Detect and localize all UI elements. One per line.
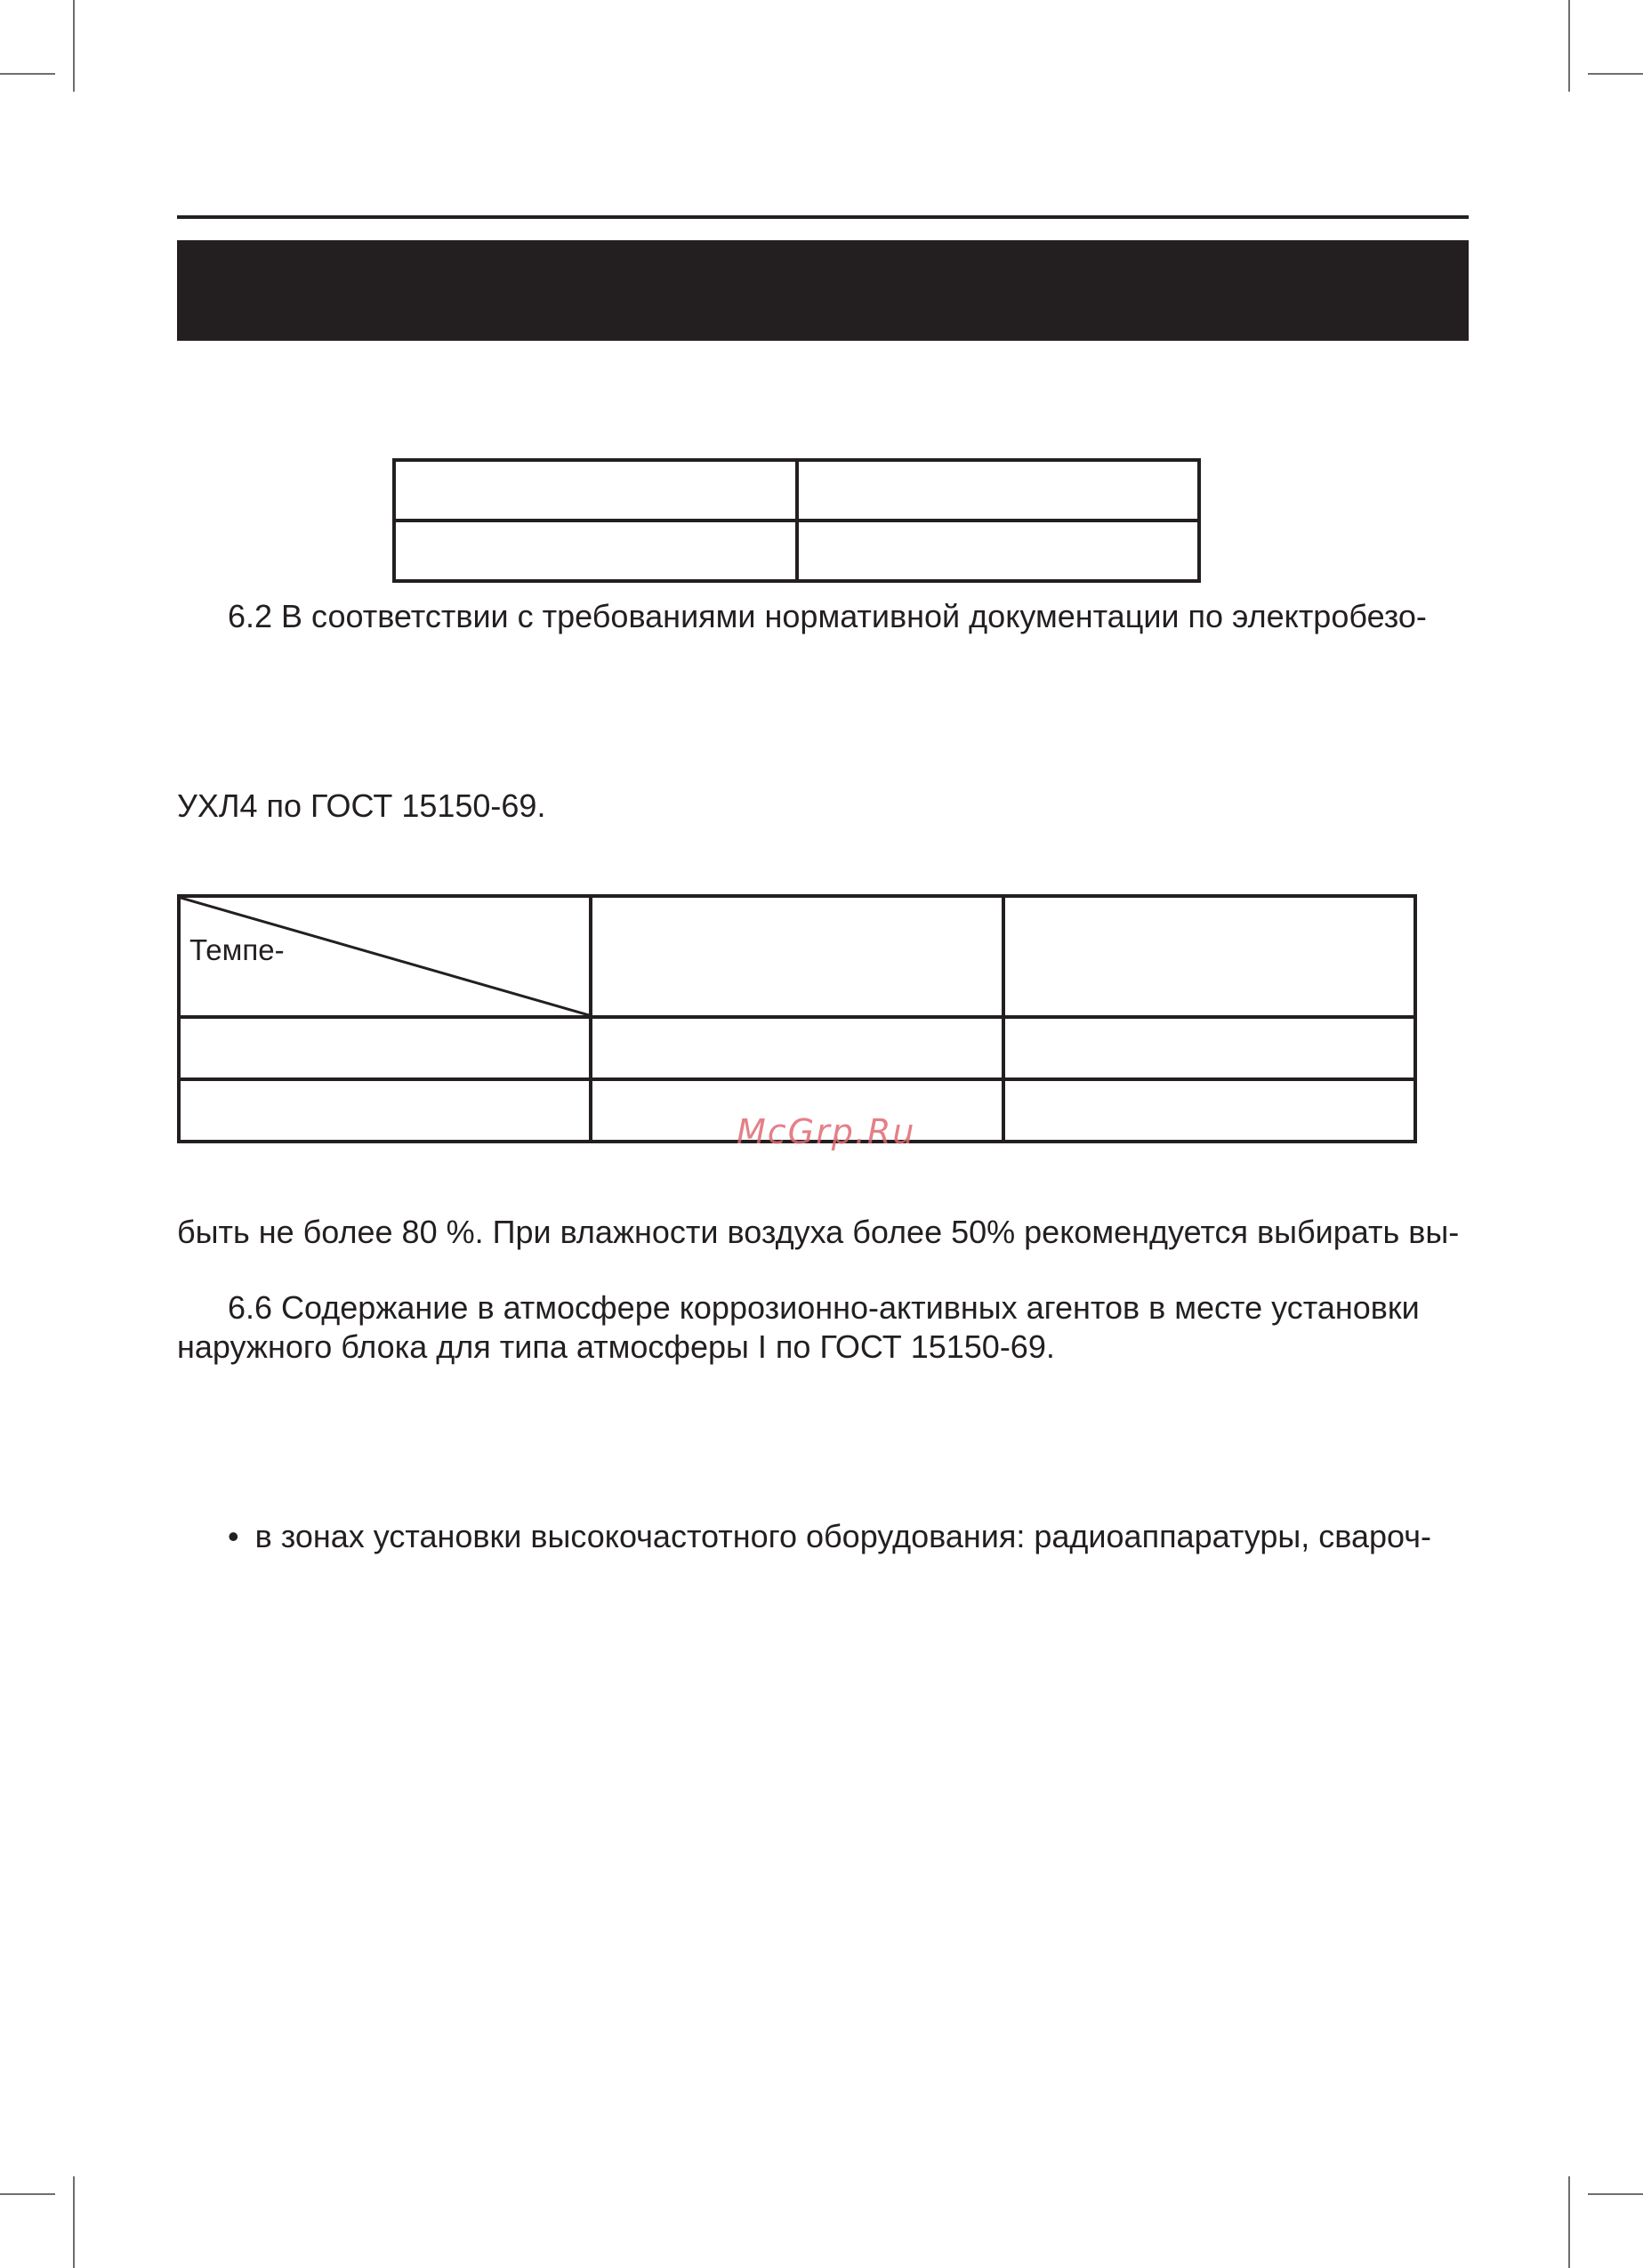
- watermark: McGrp.Ru: [737, 1112, 916, 1151]
- crop-mark: [1588, 73, 1643, 75]
- table-header-cell: [1003, 896, 1415, 1017]
- paragraph-6-2: 6.2 В соответствии с требованиями нормативной документации по электробезо-: [228, 598, 1427, 634]
- table-cell: [179, 1017, 591, 1079]
- crop-mark: [0, 73, 55, 75]
- bullet-text: в зонах установки высокочастотного оборудования: радиоаппаратуры, свароч-: [254, 1518, 1431, 1554]
- table-corner-cell: [179, 896, 591, 1017]
- crop-mark: [1568, 2176, 1570, 2268]
- table-header-cell: [591, 896, 1003, 1017]
- temperature-table: [177, 894, 1417, 1143]
- table-row: [394, 521, 1199, 581]
- section-header-band: [177, 240, 1469, 341]
- corner-label: Темпе-: [189, 933, 285, 966]
- bullet-icon: •: [228, 1518, 239, 1554]
- table-cell: [797, 521, 1200, 581]
- crop-mark: [1588, 2193, 1643, 2195]
- climate-class-text: УХЛ4 по ГОСТ 15150-69.: [177, 787, 546, 824]
- crop-mark: [0, 2193, 55, 2195]
- table-cell: [179, 1079, 591, 1142]
- table-cell: [797, 460, 1200, 521]
- bullet-high-frequency: [228, 1515, 1431, 1557]
- table-header-row: [179, 896, 1415, 1017]
- paragraph-6-6-line-2: наружного блока для типа атмосферы I по ГОСТ 15150-69.: [177, 1328, 1055, 1365]
- table-cell: [1003, 1017, 1415, 1079]
- crop-mark: [73, 2176, 75, 2268]
- humidity-text: быть не более 80 %. При влажности воздуха более 50% рекомендуется выбирать вы-: [177, 1214, 1460, 1250]
- paragraph-6-6-line-1: 6.6 Содержание в атмосфере коррозионно-активных агентов в месте установки: [228, 1289, 1420, 1326]
- table-cell: [591, 1017, 1003, 1079]
- table-row: [394, 460, 1199, 521]
- table-cell: [394, 521, 797, 581]
- header-rule: [177, 215, 1469, 219]
- table-row: [179, 1017, 1415, 1079]
- crop-mark: [73, 0, 75, 92]
- table-cell: [394, 460, 797, 521]
- specification-table: [392, 458, 1201, 583]
- table-cell: [1003, 1079, 1415, 1142]
- crop-mark: [1568, 0, 1570, 92]
